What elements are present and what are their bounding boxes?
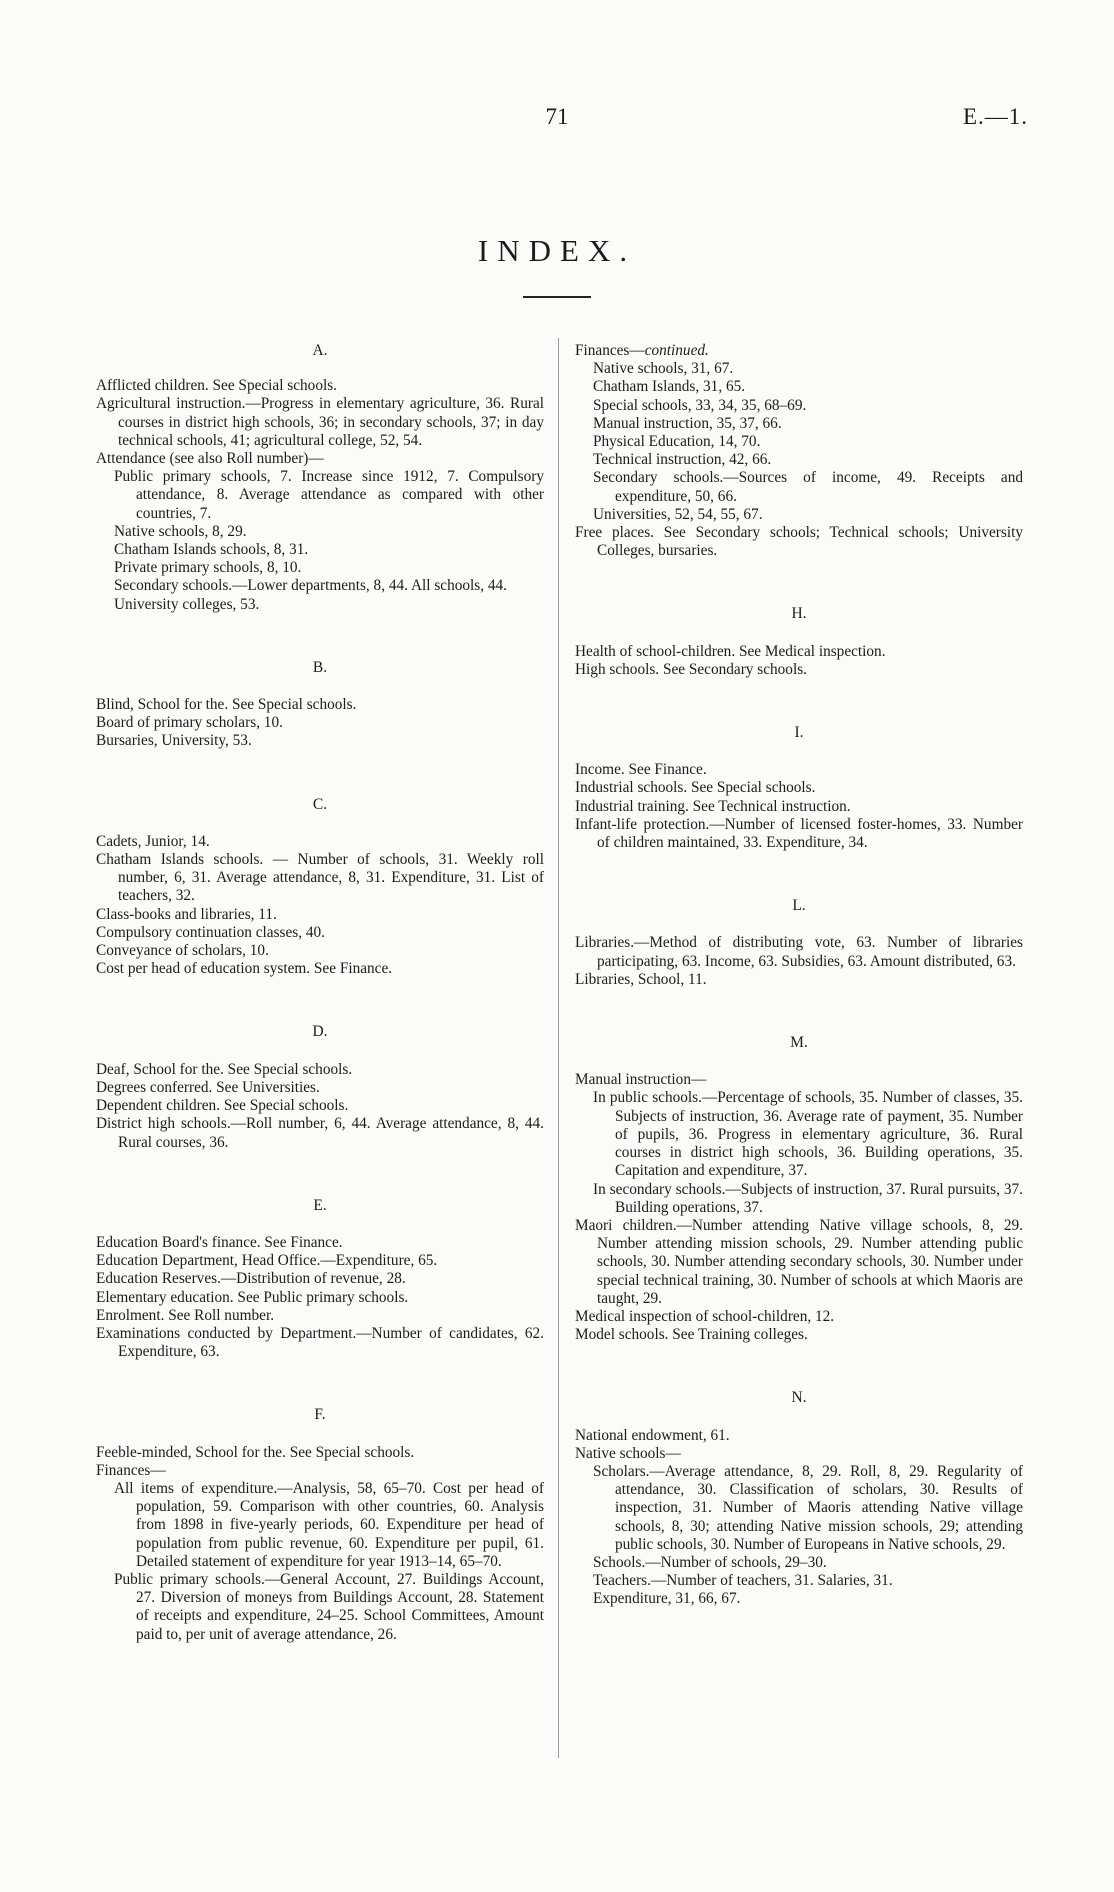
section-letter-e: E. [313,1196,327,1214]
index-subentry: Chatham Islands, 31, 65. [593,378,746,396]
index-entry: Attendance (see also Roll number)— [96,450,324,468]
index-entry: Dependent children. See Special schools. [96,1097,349,1115]
section-letter-m: M. [790,1034,808,1052]
index-entry: Examinations conducted by Department.—Number of candidates, 62. Expenditure, 63. [96,1324,544,1361]
index-entry: Board of primary scholars, 10. [96,714,283,732]
index-entry: Libraries, School, 11. [575,970,707,988]
index-entry: Medical inspection of school-children, 12. [575,1307,835,1325]
index-subentry: Private primary schools, 8, 10. [114,559,302,577]
index-entry: Cost per head of education system. See Finance. [96,960,393,978]
section-letter-h: H. [791,605,807,623]
index-entry: Bursaries, University, 53. [96,732,252,750]
index-subentry: Chatham Islands schools, 8, 31. [114,541,309,559]
index-entry: Blind, School for the. See Special schools. [96,696,357,714]
section-letter-n: N. [791,1389,807,1407]
page-title: INDEX. [477,233,637,268]
index-subentry: All items of expenditure.—Analysis, 58, 65–70. Cost per head of population, 59. Comparison with other countries, 60. Analysis from 1898 in five-yearly periods, 60. Expenditure per head of population from public revenue, 60. Expenditure per pupil, 61. Detailed statement of expenditure for year 1913–14, 65–70. [114,1479,544,1570]
index-subentry: Technical instruction, 42, 66. [593,451,772,469]
index-entry: Infant-life protection.—Number of licensed foster-homes, 33. Number of children maintained, 33. Expenditure, 34. [575,815,1023,852]
section-letter-b: B. [312,658,328,676]
index-entry: Industrial schools. See Special schools. [575,779,816,797]
index-entry: Maori children.—Number attending Native village schools, 8, 29. Number attending mission schools, 29. Number attending public schools, 30. Number attending secondary schools, 30. Number under special technical training, 30. Number of schools at which Maoris are taught, 29. [575,1216,1023,1307]
index-entry: Conveyance of scholars, 10. [96,942,269,960]
index-entry: Deaf, School for the. See Special schools. [96,1060,353,1078]
index-entry: Feeble-minded, School for the. See Special schools. [96,1443,415,1461]
index-entry: Elementary education. See Public primary schools. [96,1288,409,1306]
index-subentry: Physical Education, 14, 70. [593,433,761,451]
index-subentry: Native schools, 31, 67. [593,360,734,378]
section-letter-a: A. [312,342,328,359]
index-subentry: Expenditure, 31, 66, 67. [593,1590,741,1608]
index-entry: Afflicted children. See Special schools. [96,377,338,395]
document-code: E.—1. [962,104,1028,129]
index-entry: Compulsory continuation classes, 40. [96,923,326,941]
index-entry: Class-books and libraries, 11. [96,905,277,923]
index-subentry: Public primary schools.—General Account, 27. Buildings Account, 27. Diversion of moneys from Buildings Account, 28. Statement of receipts and expenditure, 24–25. School Committees, Amount paid to, per unit of average attendance, 26. [114,1570,544,1643]
index-entry-continued [575,342,1023,360]
section-letter-f: F. [314,1406,326,1424]
index-subentry: Secondary schools.—Lower departments, 8, 44. All schools, 44. [114,577,507,595]
right-column [575,342,1023,1609]
index-subentry: Special schools, 33, 34, 35, 68–69. [593,396,807,414]
index-entry: Finances— [96,1461,166,1479]
index-subentry: Manual instruction, 35, 37, 66. [593,414,782,432]
index-entry: Libraries.—Method of distributing vote, 63. Number of libraries participating, 63. Income, 63. Subsidies, 63. Amount distributed, 63. [575,934,1023,970]
section-letter-i: I. [794,724,804,742]
left-column [96,342,544,1644]
index-entry: Cadets, Junior, 14. [96,832,210,850]
index-entry: Degrees conferred. See Universities. [96,1078,320,1096]
index-entry: Manual instruction— [575,1071,707,1089]
index-entry: Model schools. See Training colleges. [575,1326,808,1344]
index-entry: District high schools.—Roll number, 6, 44. Average attendance, 8, 44. Rural courses, 36. [96,1115,544,1151]
index-subentry: In public schools.—Percentage of schools, 35. Number of classes, 35. Subjects of instruction, 36. Average rate of payment, 35. Number of pupils, 36. Progress in elementary agriculture, 36. Rural courses in district high schools, 36. Building operations, 35. Capitation and expenditure, 37. [593,1089,1023,1180]
index-entry: High schools. See Secondary schools. [575,660,807,678]
index-entry: National endowment, 61. [575,1426,730,1444]
index-subentry: University colleges, 53. [114,595,260,613]
index-subentry: Secondary schools.—Sources of income, 49. Receipts and expenditure, 50, 66. [593,469,1023,505]
index-entry: Native schools— [575,1444,681,1462]
index-entry: Income. See Finance. [575,761,707,779]
index-subentry: In secondary schools.—Subjects of instruction, 37. Rural pursuits, 37. Building operations, 37. [593,1180,1023,1216]
section-letter-d: D. [312,1023,328,1041]
index-entry: Education Board's finance. See Finance. [96,1233,343,1251]
section-letter-l: L. [792,897,806,915]
index-subentry: Schools.—Number of schools, 29–30. [593,1553,827,1571]
section-letter-c: C. [312,795,328,813]
continued-label: continued. [644,342,709,359]
title-rule [523,296,591,298]
finances-heading: Finances— [575,342,645,359]
index-entry: Industrial training. See Technical instruction. [575,797,851,815]
index-subentry: Teachers.—Number of teachers, 31. Salaries, 31. [593,1572,893,1590]
index-entry: Agricultural instruction.—Progress in elementary agriculture, 36. Rural courses in district high schools, 36; in secondary schools, 37; in day technical schools, 41; agricultural college, 52, 54. [96,395,544,449]
index-subentry: Universities, 52, 54, 55, 67. [593,505,763,523]
index-entry: Free places. See Secondary schools; Technical schools; University Colleges, bursaries. [575,524,1023,560]
index-entry: Education Department, Head Office.—Expenditure, 65. [96,1252,438,1270]
index-entry: Enrolment. See Roll number. [96,1306,275,1324]
index-entry: Health of school-children. See Medical inspection. [575,642,886,660]
index-entry: Chatham Islands schools. — Number of schools, 31. Weekly roll number, 6, 31. Average attendance, 8, 31. Expenditure, 31. List of teachers, 32. [96,851,544,905]
index-subentry: Public primary schools, 7. Increase since 1912, 7. Compulsory attendance, 8. Average attendance as compared with other countries, 7. [114,468,544,522]
page-number: 71 [545,104,569,129]
column-divider [558,338,559,1758]
index-subentry: Scholars.—Average attendance, 8, 29. Roll, 8, 29. Regularity of attendance, 30. Classification of scholars, 30. Results of inspection, 31. Number of Maoris attending Native village schools, 8, 30; attending Native mission schools, 29; attending public schools, 30. Number of Europeans in Native schools, 29. [593,1462,1023,1553]
index-subentry: Native schools, 8, 29. [114,522,247,540]
index-entry: Education Reserves.—Distribution of revenue, 28. [96,1270,406,1288]
